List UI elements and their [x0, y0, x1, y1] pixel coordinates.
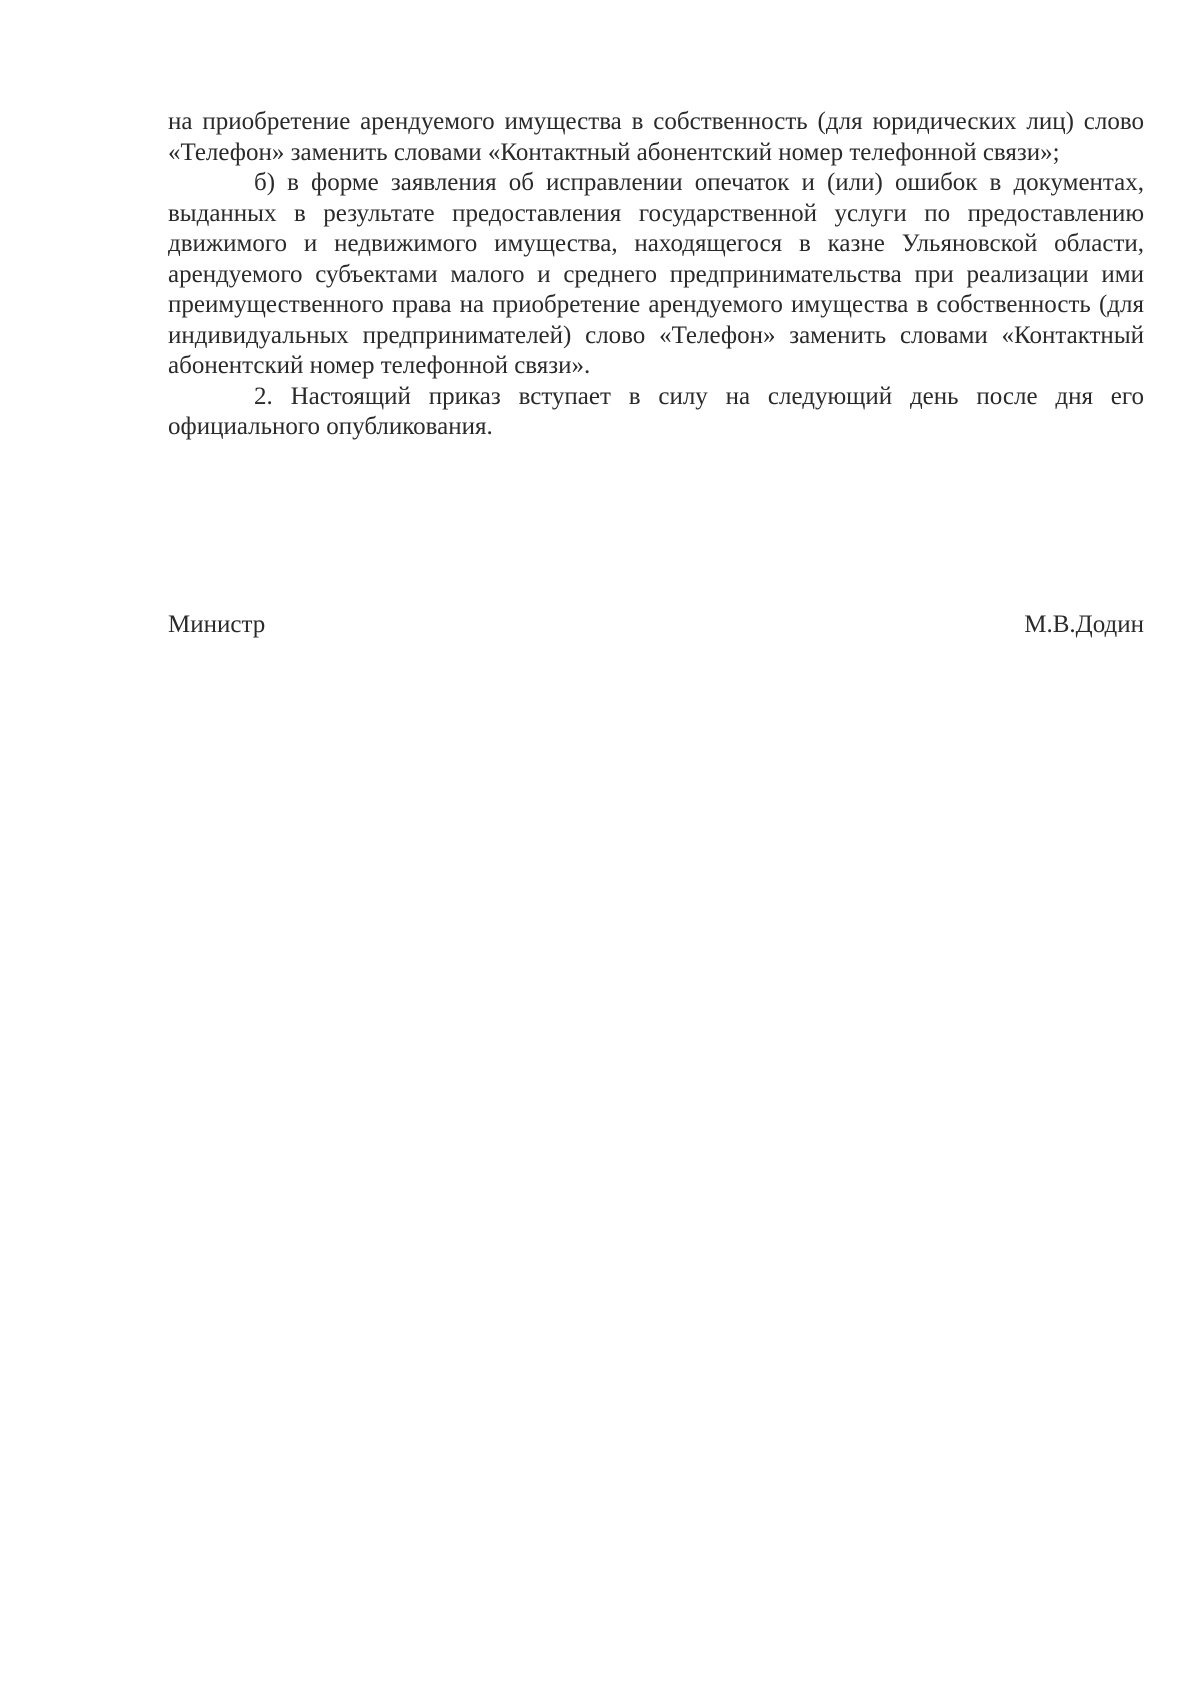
paragraph-item-2: 2. Настоящий приказ вступает в силу на следующий день после дня его официального опубликования. [168, 382, 1144, 440]
paragraph-item-b: б) в форме заявления об исправлении опечаток и (или) ошибок в документах, выданных в результате предоставления государственной услуги по предоставлению движимого и недвижимого имущества, находящегося в казне Ульяновской области, арендуемого субъектами малого и среднего предпринимательства при реализации ими преимущественного права на приобретение арендуемого имущества в собственность (для индивидуальных предпринимателей) слово «Телефон» заменить словами «Контактный абонентский номер телефонной связи». [168, 169, 1144, 379]
paragraph-continuation: на приобретение арендуемого имущества в собственность (для юридических лиц) слово «Телефон» заменить словами «Контактный абонентский номер телефонной связи»; [168, 108, 1144, 166]
signatory-name: М.В.Додин [1024, 611, 1144, 638]
document-body [168, 107, 1144, 443]
signature-block [168, 608, 1144, 642]
signatory-position: Министр [168, 611, 266, 638]
